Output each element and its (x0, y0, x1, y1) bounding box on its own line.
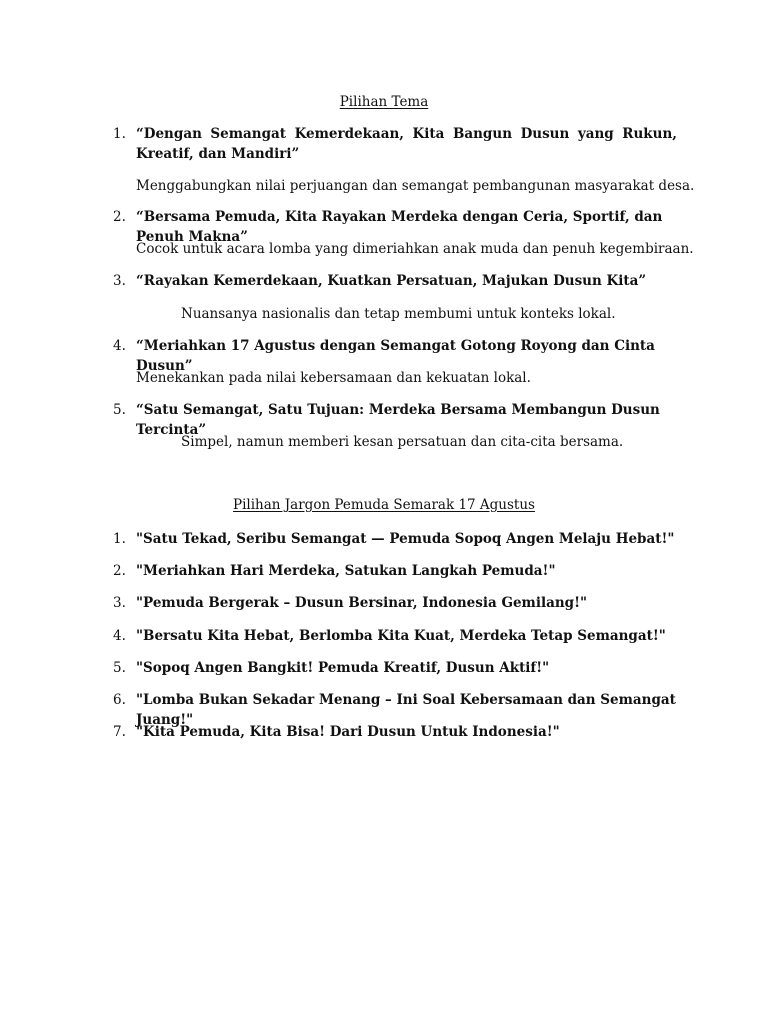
jargon-item-text: "Lomba Bukan Sekadar Menang – Ini Soal Kebersamaan dan Semangat Juang!" (136, 692, 676, 728)
tema-item-number: 5. (113, 402, 126, 418)
jargon-item-number: 6. (113, 692, 126, 708)
tema-item-number: 1. (113, 126, 126, 142)
tema-item-number: 3. (113, 273, 126, 289)
jargon-item-text: "Bersatu Kita Hebat, Berlomba Kita Kuat, Merdeka Tetap Semangat!" (136, 628, 666, 644)
jargon-item-text: "Satu Tekad, Seribu Semangat — Pemuda Sopoq Angen Melaju Hebat!" (136, 531, 675, 547)
heading-pilihan-jargon: Pilihan Jargon Pemuda Semarak 17 Agustus (233, 497, 535, 513)
jargon-item-text: "Meriahkan Hari Merdeka, Satukan Langkah Pemuda!" (136, 563, 556, 579)
tema-item-title: “Dengan Semangat Kemerdekaan, Kita Bangun Dusun yang Rukun, Kreatif, dan Mandiri” (136, 126, 677, 162)
tema-item-description: Nuansanya nasionalis dan tetap membumi untuk konteks lokal. (181, 306, 616, 322)
jargon-item-number: 5. (113, 660, 126, 676)
jargon-item-text: "Sopoq Angen Bangkit! Pemuda Kreatif, Dusun Aktif!" (136, 660, 550, 676)
tema-item-description: Simpel, namun memberi kesan persatuan dan cita-cita bersama. (181, 434, 624, 450)
jargon-item-number: 7. (113, 724, 126, 740)
jargon-item-number: 2. (113, 563, 126, 579)
tema-item-number: 4. (113, 338, 126, 354)
jargon-item-text: "Pemuda Bergerak – Dusun Bersinar, Indonesia Gemilang!" (136, 595, 588, 611)
tema-item-title: “Rayakan Kemerdekaan, Kuatkan Persatuan, Majukan Dusun Kita” (136, 273, 647, 289)
jargon-item-number: 1. (113, 531, 126, 547)
jargon-item-number: 4. (113, 628, 126, 644)
tema-item-title: “Meriahkan 17 Agustus dengan Semangat Gotong Royong dan Cinta Dusun” (136, 338, 655, 374)
tema-item-number: 2. (113, 209, 126, 225)
jargon-item-text: "Kita Pemuda, Kita Bisa! Dari Dusun Untuk Indonesia!" (136, 724, 560, 740)
tema-item-description: Menekankan pada nilai kebersamaan dan kekuatan lokal. (136, 370, 531, 386)
tema-item-title: “Bersama Pemuda, Kita Rayakan Merdeka dengan Ceria, Sportif, dan Penuh Makna” (136, 209, 663, 245)
tema-item-title: “Satu Semangat, Satu Tujuan: Merdeka Bersama Membangun Dusun Tercinta” (136, 402, 660, 438)
tema-item-description: Menggabungkan nilai perjuangan dan semangat pembangunan masyarakat desa. (136, 178, 695, 194)
tema-item-description: Cocok untuk acara lomba yang dimeriahkan anak muda dan penuh kegembiraan. (136, 241, 694, 257)
heading-pilihan-tema: Pilihan Tema (339, 94, 429, 110)
jargon-item-number: 3. (113, 595, 126, 611)
